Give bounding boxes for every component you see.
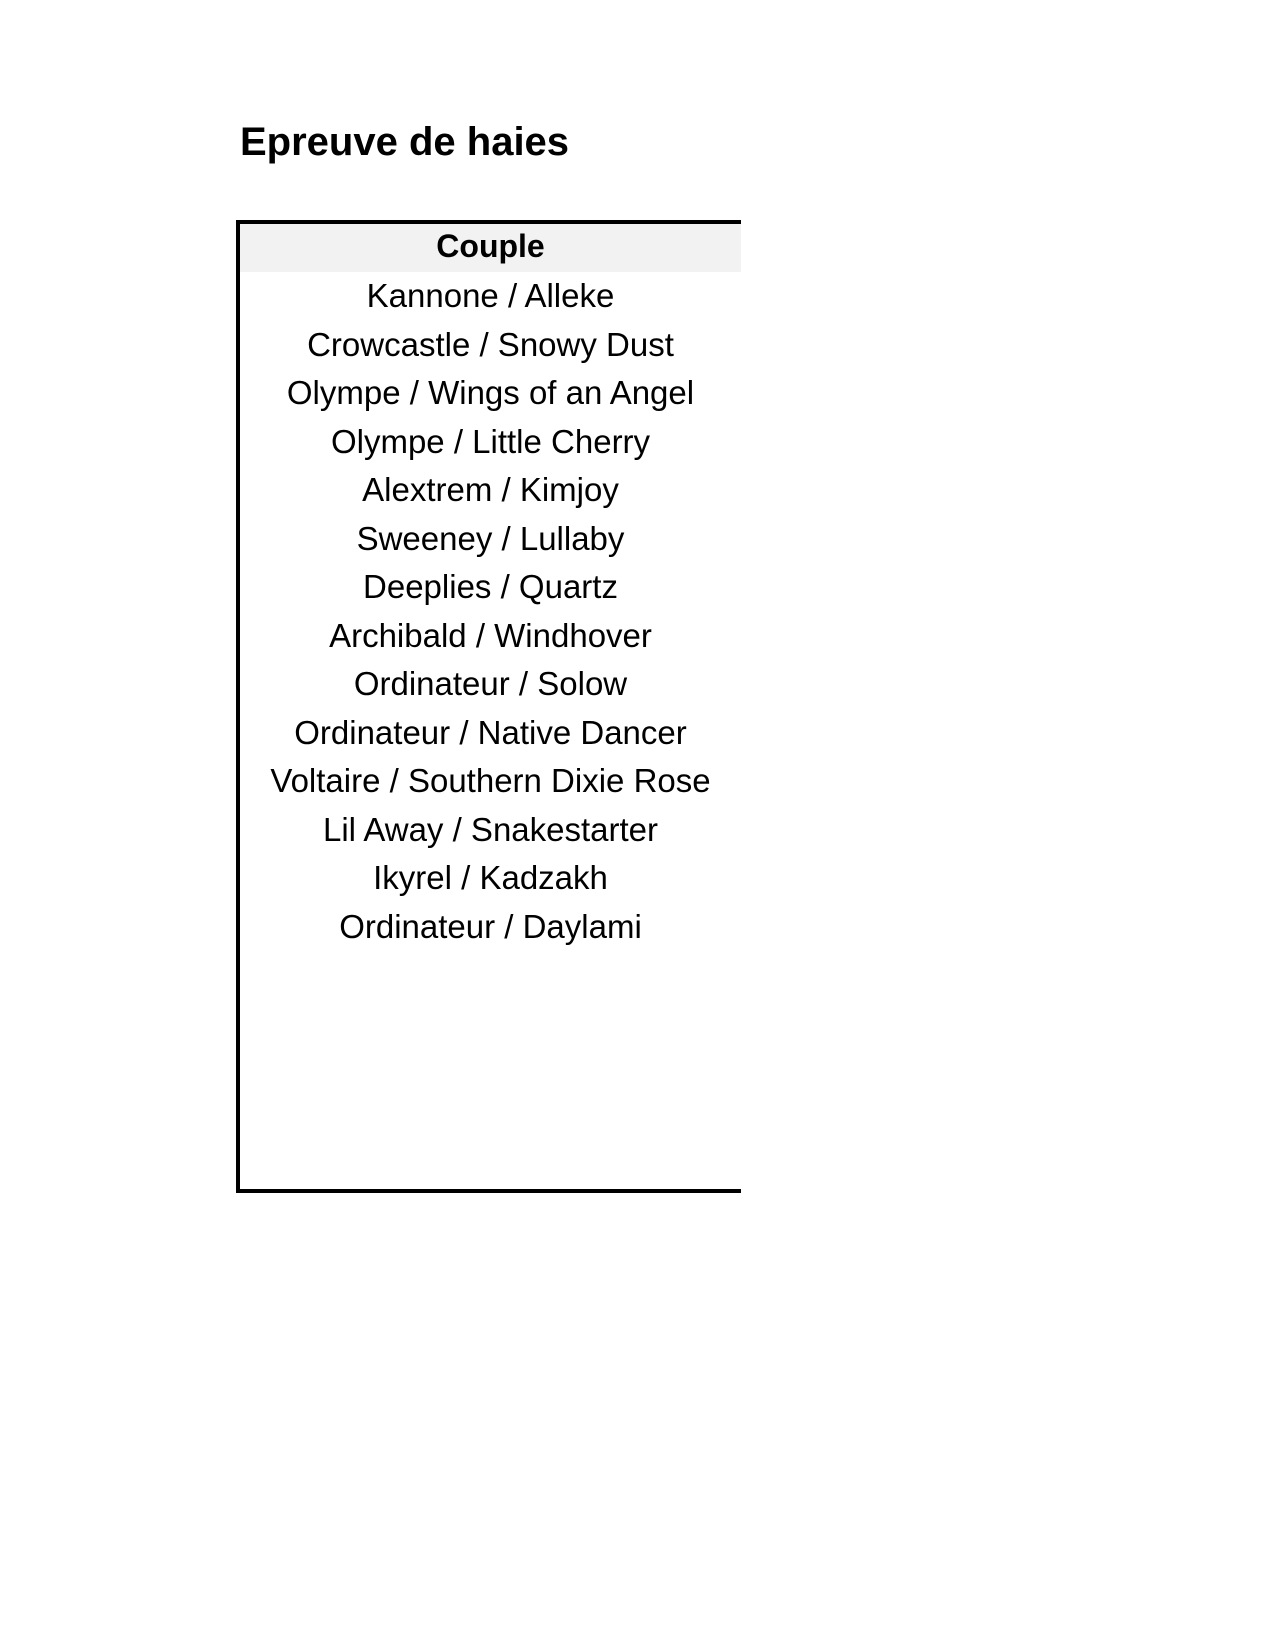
table-row: Kannone / Alleke [366, 277, 615, 314]
table-row: Crowcastle / Snowy Dust [307, 325, 674, 363]
table-row: Voltaire / Southern Dixie Rose [270, 762, 711, 799]
table-row: Sweeney / Lullaby [356, 519, 625, 557]
table-row: Ordinateur / Daylami [339, 907, 642, 945]
table-row: Archibald / Windhover [329, 616, 652, 654]
column-header-couple: Couple [240, 224, 741, 272]
page-title: Epreuve de haies [240, 120, 570, 164]
couple-list [240, 272, 741, 951]
table-row: Olympe / Little Cherry [330, 422, 651, 460]
table-row: Ikyrel / Kadzakh [373, 859, 608, 896]
couple-table [236, 220, 741, 1193]
table-row: Olympe / Wings of an Angel [286, 374, 695, 411]
table-row: Lil Away / Snakestarter [322, 810, 659, 848]
table-row: Ordinateur / Solow [353, 665, 628, 702]
table-row: Alextrem / Kimjoy [362, 471, 619, 508]
table-row: Ordinateur / Native Dancer [294, 713, 687, 751]
table-row: Deeplies / Quartz [363, 568, 618, 605]
